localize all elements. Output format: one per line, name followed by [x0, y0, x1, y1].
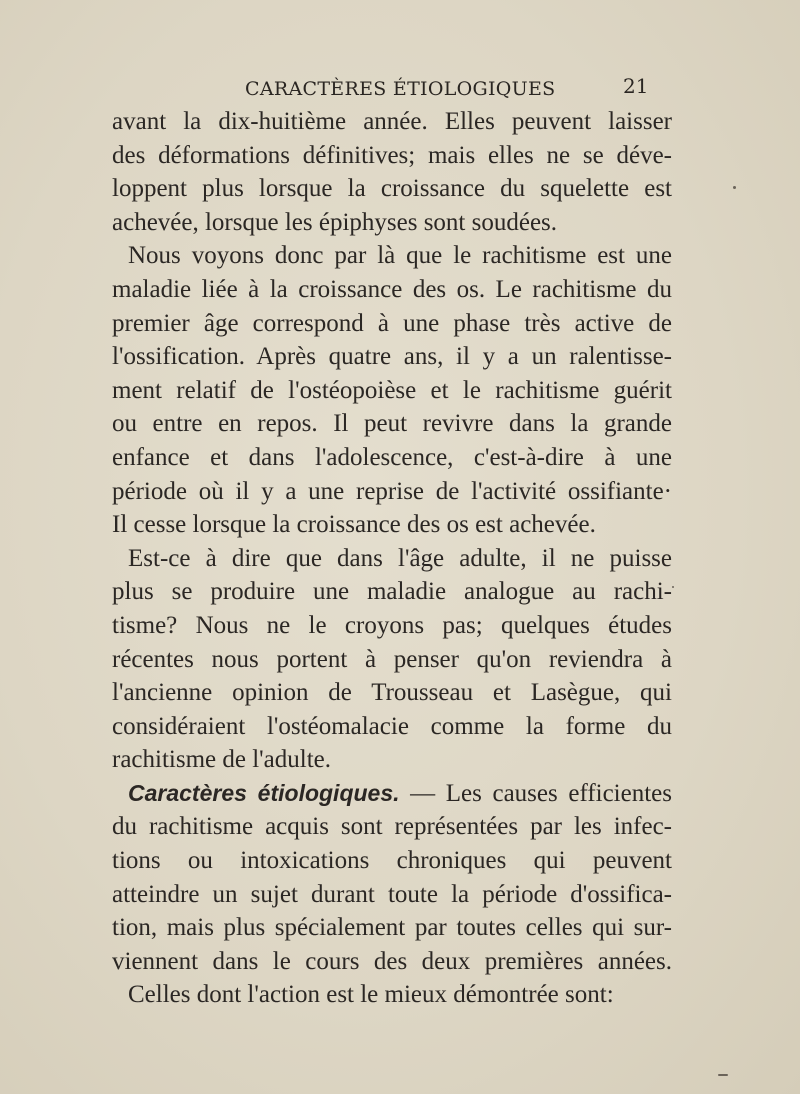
text-line: ment relatif de l'ostéopoièse et le rachitisme guérit [112, 376, 672, 404]
text-line: premier âge correspond à une phase très active de [112, 309, 672, 337]
paper-speck [718, 1074, 728, 1076]
text-line: loppent plus lorsque la croissance du squelette est [112, 175, 672, 203]
page-number: 21 [623, 74, 649, 98]
text-line: Est-ce à dire que dans l'âge adulte, il ne puisse [128, 544, 672, 572]
text-line: maladie liée à la croissance des os. Le rachitisme du [112, 275, 672, 303]
text-line: l'ancienne opinion de Trousseau et Lasègue, qui [112, 679, 672, 707]
text-line: des déformations définitives; mais elles ne se déve- [112, 141, 672, 169]
text-line: atteindre un sujet durant toute la période d'ossifica- [112, 880, 672, 908]
text-line: Nous voyons donc par là que le rachitisme est une [128, 242, 672, 270]
running-title: CARACTÈRES ÉTIOLOGIQUES [245, 78, 556, 100]
text-line: rachitisme de l'adulte. [112, 746, 332, 774]
text-line: l'ossification. Après quatre ans, il y a un ralentisse- [112, 343, 672, 371]
text-line: récentes nous portent à penser qu'on reviendra à [112, 645, 672, 673]
text-line: tions ou intoxications chroniques qui peuvent [112, 847, 672, 875]
text-line: Il cesse lorsque la croissance des os est achevée. [112, 511, 596, 539]
section-first-line-rest: — Les causes efficientes [399, 779, 672, 807]
text-line: considéraient l'ostéomalacie comme la forme du [112, 712, 672, 740]
section-heading: Caractères étiologiques. [128, 779, 400, 806]
text-line: enfance et dans l'adolescence, c'est-à-dire à une [112, 443, 672, 471]
page-header [110, 74, 670, 106]
text-line: tisme? Nous ne le croyons pas; quelques études [112, 611, 672, 639]
paper-speck [733, 186, 736, 189]
text-line: viennent dans le cours des deux premières années. [112, 947, 672, 975]
text-line: achevée, lorsque les épiphyses sont soudées. [112, 208, 558, 236]
text-line: du rachitisme acquis sont représentées par les infec- [112, 813, 672, 841]
text-line: Celles dont l'action est le mieux démontrée sont: [128, 981, 614, 1009]
text-line: ou entre en repos. Il peut revivre dans la grande [112, 410, 672, 438]
text-line: avant la dix-huitième année. Elles peuvent laisser [112, 108, 672, 135]
text-line: période où il y a une reprise de l'activité ossifiante· [112, 477, 672, 505]
section-first-line [112, 777, 672, 811]
body-text [112, 105, 672, 1012]
text-line: tion, mais plus spécialement par toutes celles qui sur- [112, 914, 672, 942]
text-line: plus se produire une maladie analogue au rachi- [112, 578, 672, 606]
paper-speck [672, 586, 674, 588]
